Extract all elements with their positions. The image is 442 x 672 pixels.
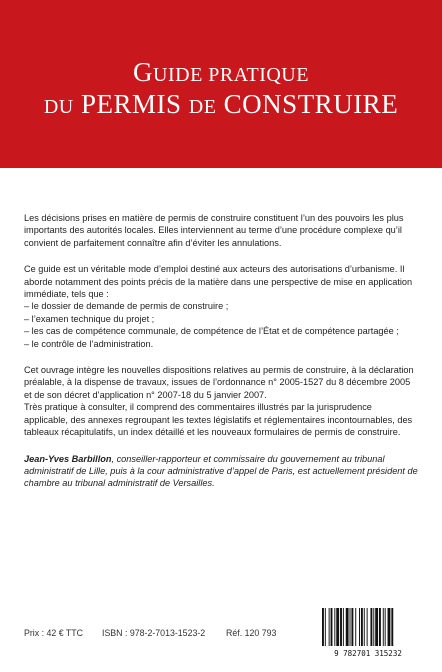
barcode-digits: 9 782701 315232 [334, 649, 402, 658]
back-cover-text [24, 212, 418, 504]
title-permis: PERMIS [80, 89, 182, 120]
title-du: DU [43, 96, 74, 119]
paragraph-dispositions: Cet ouvrage intègre les nouvelles dispositions relatives au permis de construire, à la déclaration préalable, à la dispense de travaux, issues de l’ordonnance n° 2005-1527 du 8 décembre 2005 et de son décret d’application n° 2007-18 du 5 janvier 2007. [24, 365, 414, 400]
title-de: DE [188, 96, 217, 119]
list-item: – les cas de compétence communale, de compétence de l’État et de compétence partagée ; [24, 326, 399, 337]
list-item: – le contrôle de l’administration. [24, 338, 154, 349]
paragraph-contents: Très pratique à consulter, il comprend des commentaires illustrés par la jurisprudence applicable, des annexes regroupant les textes législatifs et réglementaires incontournables, des tableaux récapitulatifs, un index détaillé et les nouveaux formulaires de permis de construire. [24, 402, 413, 438]
title-line-1 [0, 58, 442, 86]
title-construire: CONSTRUIRE [223, 89, 399, 120]
isbn-label: ISBN : 978-2-7013-1523-2 [102, 628, 206, 638]
paragraph-intro: Les décisions prises en matière de permis de construire constituent l’un des pouvoirs les plus importants des autorités locales. Elles interviennent au terme d’une procédure complexe qu’il convient de parfaitement connaître afin d’éviter les annulations. [24, 213, 404, 248]
title-guide-pratique: UIDE PRATIQUE [153, 64, 309, 86]
title-line-2 [0, 90, 442, 118]
price-label: Prix : 42 € TTC [24, 628, 83, 638]
barcode [318, 606, 418, 658]
author-bio [24, 453, 418, 490]
author-description: , conseiller-rapporteur et commissaire du gouvernement au tribunal administratif de Lille, puis à la cour administrative d’appel de Paris, est actuellement président de chambre au tribunal administratif de Versailles. [24, 453, 418, 489]
title-initial: G [133, 57, 154, 87]
list-item: – le dossier de demande de permis de construire ; [24, 301, 229, 312]
reference-label: Réf. 120 793 [226, 628, 277, 638]
list-item: – l’examen technique du projet ; [24, 313, 155, 324]
paragraph-guide: Ce guide est un véritable mode d’emploi destiné aux acteurs des autorisations d’urbanisme. Il aborde notamment des points précis de la matière dans une perspective de mise en application immédiate, tels que : [24, 264, 413, 300]
author-name: Jean-Yves Barbillon [24, 453, 112, 464]
book-title [0, 58, 442, 119]
barcode-bars-icon [318, 606, 418, 648]
